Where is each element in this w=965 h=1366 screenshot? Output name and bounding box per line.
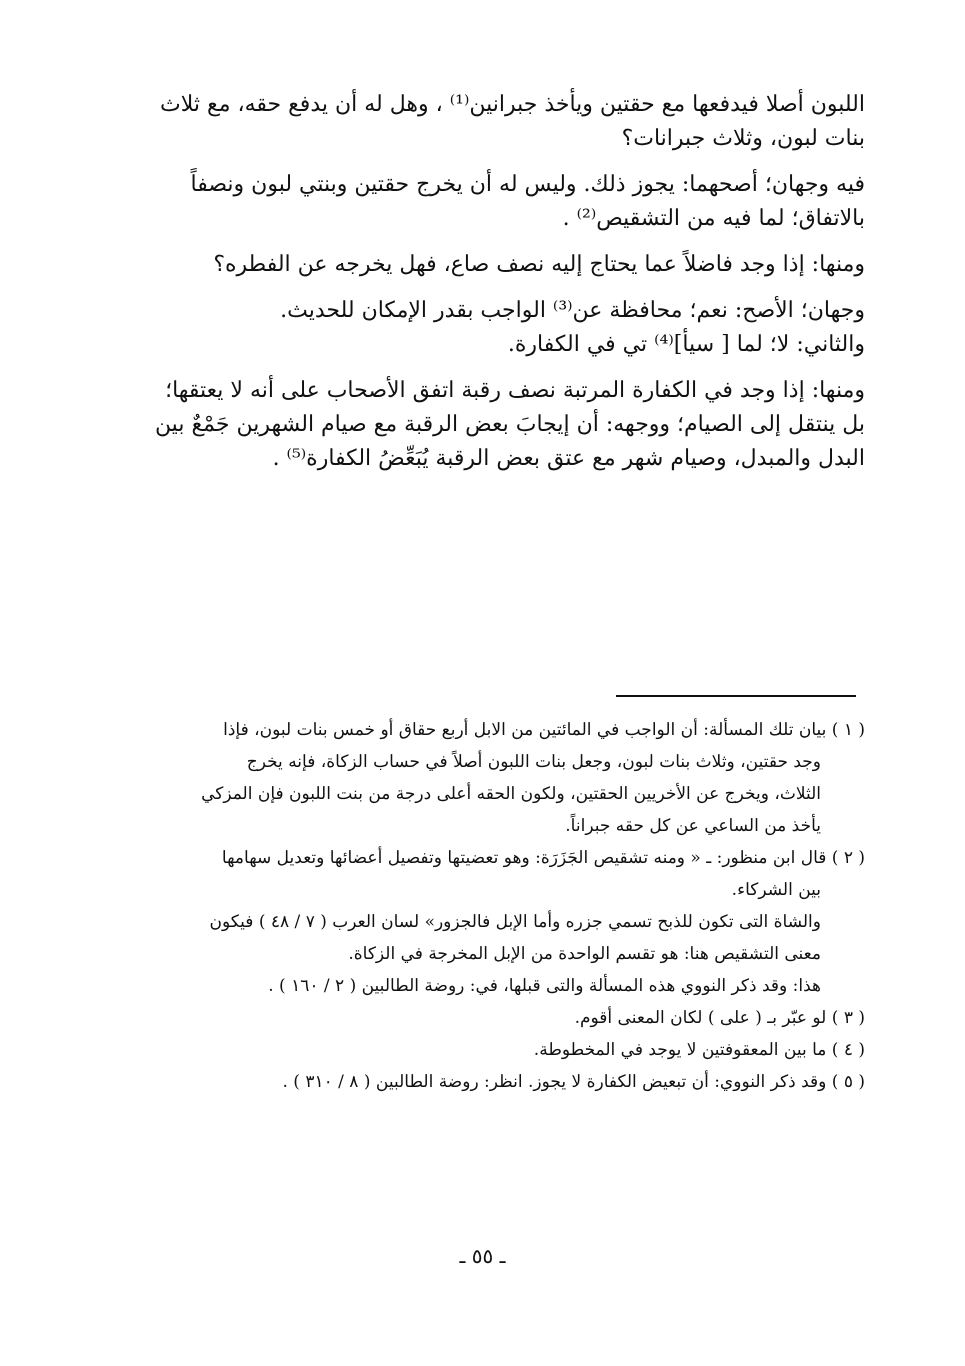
text-line: بالاتفاق؛ لما فيه من التشقيص⁽²⁾ .: [562, 206, 865, 231]
footnotes: [100, 714, 865, 1098]
footnote-line: معنى التشقيص هنا: هو تقسم الواحدة من الإبل المخرجة في الزكاة.: [348, 944, 821, 964]
main-text: [100, 88, 865, 488]
footnote-line: هذا: وقد ذكر النووي هذه المسألة والتى قبلها، في: روضة الطالبين ( ٢ / ١٦٠ ) .: [268, 976, 821, 996]
paragraph-1: [100, 88, 865, 156]
footnote-line: يأخذ من الساعي عن كل حقه جبراناً.: [565, 816, 821, 836]
text-line: البدل والمبدل، وصيام شهر مع عتق بعض الرقبة يُبَعِّضُ الكفارة⁽⁵⁾ .: [272, 446, 865, 471]
text-line: بل ينتقل إلى الصيام؛ ووجهه: أن إيجابَ بعض الرقبة مع صيام الشهرين جَمْعٌ بين: [154, 412, 865, 437]
footnote-line: وجد حقتين، وثلاث بنات لبون، وجعل بنات اللبون أصلاً في حساب الزكاة، فإنه يخرج: [246, 752, 821, 772]
page-number: ـ ٥٥ ـ: [459, 1244, 506, 1268]
text-line: والثاني: لا؛ لما [ سيأ]⁽⁴⁾ تي في الكفارة.: [507, 332, 865, 357]
footnote-2: ( ٢ ) قال ابن منظور: ـ « ومنه تشقيص الجَزَرَة: وهو تعضيتها وتفصيل أعضائها وتعديل سهامها: [221, 848, 865, 868]
footnote-3: ( ٣ ) لو عبّر بـ ( على ) لكان المعنى أقوم.: [574, 1008, 865, 1028]
paragraph-5: [100, 374, 865, 476]
footnote-line: والشاة التى تكون للذبح تسمي جزره وأما الإبل فالجزور» لسان العرب ( ٧ / ٤٨ ) فيكون: [209, 912, 821, 932]
footnote-line: بين الشركاء.: [731, 880, 821, 900]
paragraph-3: [100, 248, 865, 282]
paragraph-4: [100, 294, 865, 362]
footnote-line: الثلاث، ويخرج عن الأخريين الحقتين، ولكون الحقه أعلى درجة من بنت اللبون فإن المزكي: [201, 784, 821, 804]
text-line: وجهان؛ الأصح: نعم؛ محافظة عن⁽³⁾ الواجب بقدر الإمكان للحديث.: [280, 298, 865, 323]
footnote-5: ( ٥ ) وقد ذكر النووي: أن تبعيض الكفارة لا يجوز. انظر: روضة الطالبين ( ٨ / ٣١٠ ) .: [282, 1072, 865, 1092]
paragraph-2: [100, 168, 865, 236]
footnote-1: ( ١ ) بيان تلك المسألة: أن الواجب في المائتين من الابل أربع حقاق أو خمس بنات لبون، فإذا: [223, 720, 865, 740]
text-line: ومنها: إذا وجد فاضلاً عما يحتاج إليه نصف صاع، فهل يخرجه عن الفطره؟: [213, 252, 865, 277]
text-line: اللبون أصلا فيدفعها مع حقتين ويأخذ جبرانين⁽¹⁾ ، وهل له أن يدفع حقه، مع ثلاث: [160, 92, 865, 117]
footnote-4: ( ٤ ) ما بين المعقوفتين لا يوجد في المخطوطة.: [533, 1040, 865, 1060]
footnote-divider: [616, 695, 856, 697]
text-line: بنات لبون، وثلاث جبرانات؟: [621, 126, 865, 151]
text-line: فيه وجهان؛ أصحهما: يجوز ذلك. وليس له أن يخرج حقتين وبنتي لبون ونصفاً: [190, 172, 865, 197]
text-line: ومنها: إذا وجد في الكفارة المرتبة نصف رقبة اتفق الأصحاب على أنه لا يعتقها؛: [165, 378, 865, 403]
